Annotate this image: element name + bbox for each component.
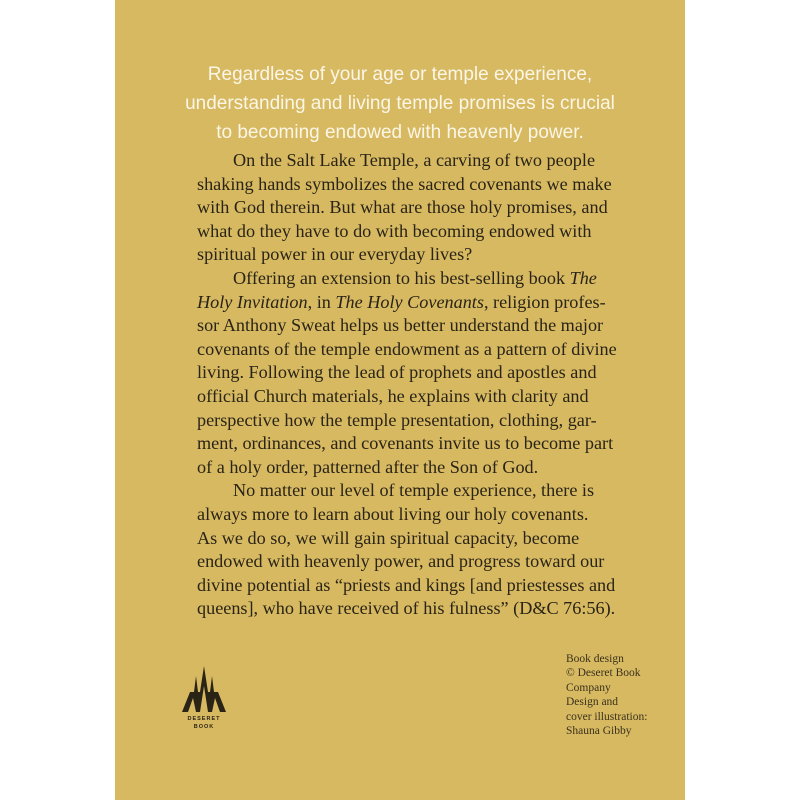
text-line	[197, 291, 617, 315]
credit-line: © Deseret Book	[566, 667, 641, 680]
text-line	[197, 267, 617, 291]
description	[197, 149, 617, 621]
text-run: , religion profes-	[483, 291, 606, 312]
credit-line: Book design	[566, 653, 624, 665]
text-run: Offering an extension to his best-selling book	[233, 267, 570, 288]
text-line: On the Salt Lake Temple, a carving of two people	[233, 150, 596, 170]
publisher-logo	[180, 662, 228, 742]
tagline-line: to becoming endowed with heavenly power.	[216, 122, 584, 143]
book-title-run: The Holy Covenants	[335, 291, 484, 312]
back-cover	[115, 0, 685, 800]
text-line: divine potential as “priests and kings [and priestesses and	[197, 574, 616, 595]
deseret-book-spires-icon	[180, 662, 228, 714]
text-line: spiritual power in our everyday lives?	[197, 244, 473, 265]
text-line: sor Anthony Sweat helps us better understand the major	[197, 315, 604, 336]
text-run: , in	[307, 291, 336, 312]
credit-line: Design and	[566, 696, 619, 709]
paragraph-2	[197, 267, 617, 479]
credit-line: cover illustration:	[566, 710, 648, 723]
logo-text-book: BOOK	[193, 724, 215, 730]
tagline-line: Regardless of your age or temple experience,	[207, 64, 593, 85]
text-line: No matter our level of temple experience, there is	[233, 480, 595, 501]
tagline	[115, 60, 685, 147]
text-line: queens], who have received of his fulness” (D&C 76:56).	[197, 598, 616, 619]
tagline-line: understanding and living temple promises is crucial	[185, 93, 615, 114]
text-line: what do they have to do with becoming endowed with	[197, 220, 592, 241]
credit-line: Company	[566, 681, 611, 694]
text-line: official Church materials, he explains with clarity and	[197, 385, 589, 406]
text-line: perspective how the temple presentation, clothing, gar-	[197, 409, 597, 430]
text-line: of a holy order, patterned after the Son of God.	[197, 456, 539, 477]
text-line: living. Following the lead of prophets and apostles and	[197, 362, 597, 383]
text-line: always more to learn about living our holy covenants.	[197, 503, 589, 524]
credit-line: Shauna Gibby	[566, 725, 632, 738]
text-line: shaking hands symbolizes the sacred covenants we make	[197, 173, 612, 194]
logo-text-deseret: DESERET	[187, 716, 221, 722]
text-line: with God therein. But what are those holy promises, and	[197, 197, 608, 218]
paragraph-1	[197, 149, 617, 267]
text-line: covenants of the temple endowment as a pattern of divine	[197, 338, 617, 359]
book-title-run: Holy Invitation	[197, 291, 308, 312]
text-line: endowed with heavenly power, and progress toward our	[197, 551, 605, 572]
text-line: As we do so, we will gain spiritual capacity, become	[197, 527, 580, 548]
paragraph-3	[197, 479, 617, 621]
design-credits	[566, 652, 676, 738]
text-line: ment, ordinances, and covenants invite us to become part	[197, 433, 614, 454]
book-title-run: The	[569, 267, 597, 288]
